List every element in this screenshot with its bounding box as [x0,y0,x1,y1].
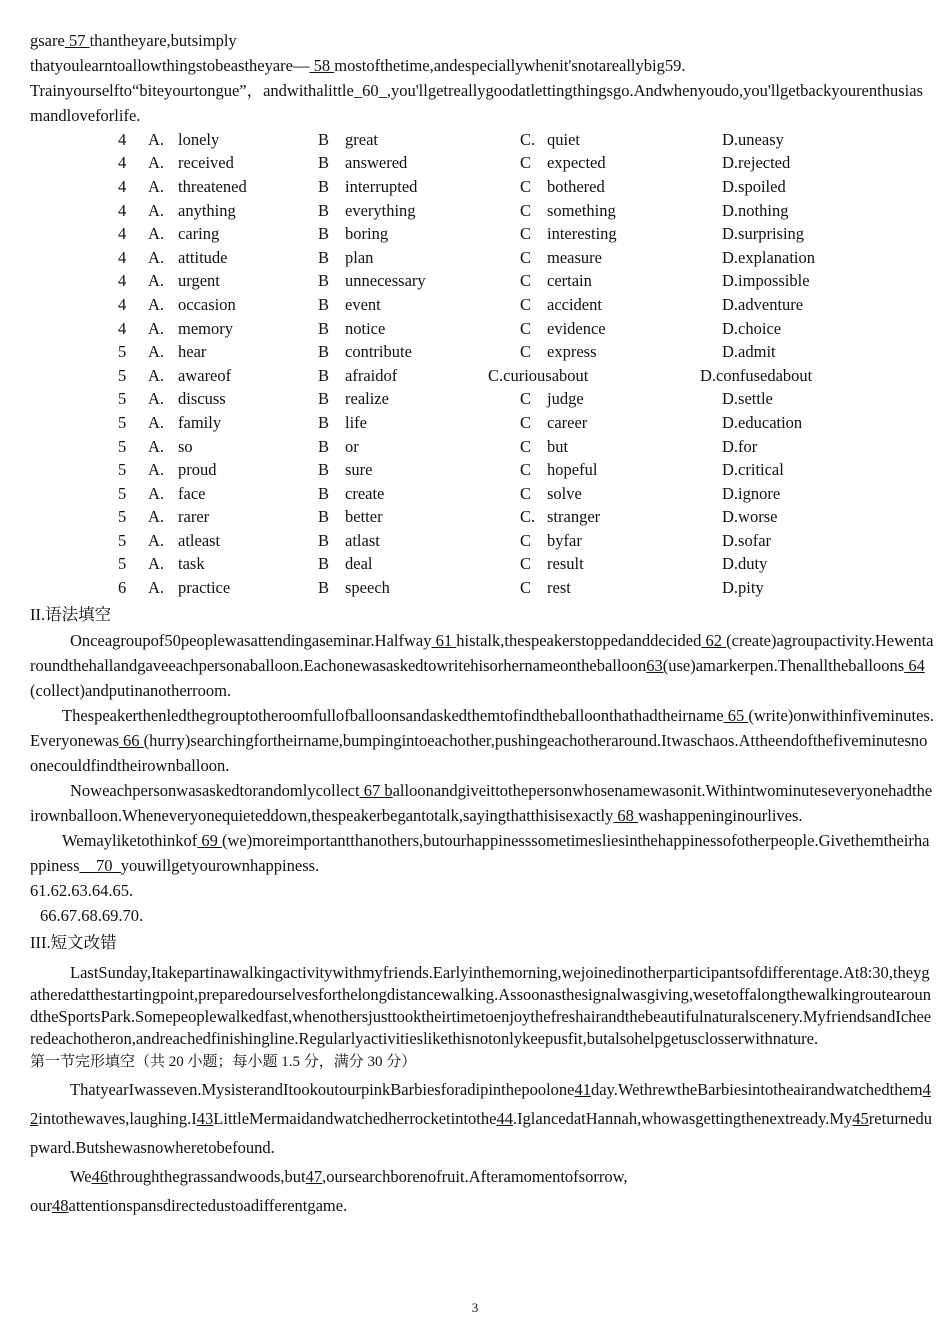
option-d-text: D.explanation [722,247,816,267]
option-a-text: threatened [178,176,247,196]
option-d-text: D.for [722,436,758,456]
option-b-text: life [345,412,367,432]
option-d-text: D.education [722,412,803,432]
option-c-letter: C [520,271,532,291]
option-a-text: attitude [178,247,228,267]
option-c-letter: C. [520,507,536,527]
option-a-text: received [178,153,234,173]
option-c-text: measure [547,247,602,267]
option-row [118,175,862,199]
option-b-letter: B [318,224,330,244]
option-b-letter: B [318,176,330,196]
option-c-letter: C [520,247,532,267]
question-number: 5 [118,483,127,503]
page-number: 3 [471,1300,479,1315]
question-number: 4 [118,294,127,314]
option-c-text: solve [547,483,582,503]
option-a-letter: A. [148,389,165,409]
option-c-text: bothered [547,176,605,196]
option-a-letter: A. [148,153,165,173]
option-b-text: plan [345,247,374,267]
option-b-text: atlast [345,530,380,550]
blank-61: 61 [431,630,457,650]
blank-65: 65 [723,705,749,725]
option-a-letter: A. [148,436,165,456]
option-b-letter: B [318,365,330,385]
option-row [118,317,862,341]
option-c-letter: C [520,224,532,244]
option-b-letter: B [318,294,330,314]
option-row [118,246,862,270]
option-row [118,152,862,176]
option-b-letter: B [318,247,330,267]
option-c-text: but [547,436,569,456]
option-c-letter: C [520,153,532,173]
blank-44: 44 [496,1108,513,1128]
option-b-letter: B [318,200,330,220]
option-b-letter: B [318,153,330,173]
option-b-text: afraidof [345,365,398,385]
option-d-text: D.settle [722,389,773,409]
option-b-text: notice [345,318,386,338]
option-a-letter: A. [148,129,165,149]
blank-42: 42 [30,1079,931,1128]
passage-line-3: Trainyourselfto“biteyourtongue”，andwithalittle_60_,you'llgetreallygoodatlettingthingsgo.Andwhenyoudo,you'llgetbackyourenthusiasmandloveforlife. [30,81,923,125]
passage-line-2: thatyoulearntoallowthingstobeastheyare— 58 mostofthetime,andespeciallywhenit'snotareallybig59. [30,56,686,75]
blank-69: 69 [197,830,222,850]
option-row [118,553,862,577]
section-heading-correction: III.短文改错 [30,932,117,952]
question-number: 4 [118,271,127,291]
option-a-text: task [178,554,205,574]
option-row [118,340,862,364]
option-c-text: result [547,554,584,574]
option-b-text: event [345,294,381,314]
option-b-text: interrupted [345,176,418,196]
option-a-letter: A. [148,365,165,385]
document-page [30,28,935,1220]
option-b-letter: B [318,342,330,362]
blank-48: 48 [52,1195,69,1215]
option-b-text: sure [345,460,373,480]
option-b-text: unnecessary [345,271,426,291]
option-a-text: discuss [178,389,226,409]
option-b-text: contribute [345,342,412,362]
option-c-text: C.curiousabout [488,365,589,385]
correction-paragraph: LastSunday,Itakepartinawalkingactivitywithmyfriends.Earlyinthemorning,wejoinedinotherparticipantsofdifferentage.At8:30,theygatheredatthestartingpoint,preparedourselvesforthelongdistancewalking.Assoonasthesignalwasgiving,wesetoffalongthewalkingroutearoundtheSportsPark.Somepeoplewalkedfast,whenothersjusttooktheirtimetoenjoythefreshairandthebeautifulnaturalscenery.MyfriendsandIcheeredeachotheron,andreachedfinishingline.Regularlyactivitieslikethisnotonlykeepusfit,butalsohelpgetusclosserwithnature. [30,962,932,1048]
option-c-letter: C [520,554,532,574]
option-a-text: urgent [178,271,220,291]
question-number: 4 [118,153,127,173]
option-row [118,388,862,412]
option-b-letter: B [318,554,330,574]
option-b-text: deal [345,554,373,574]
blank-66: 66 [118,730,144,750]
question-number: 5 [118,342,127,362]
option-c-letter: C [520,342,532,362]
option-c-text: stranger [547,507,601,527]
blank-47: 47 [305,1166,323,1186]
option-a-letter: A. [148,507,165,527]
question-number: 4 [118,318,127,338]
option-c-letter: C [520,412,532,432]
option-b-letter: B [318,271,330,291]
option-b-letter: B [318,436,330,456]
blank-58: 58 [309,56,335,75]
option-row [118,293,862,317]
option-c-text: certain [547,271,592,291]
option-c-letter: C [520,200,532,220]
option-row [118,270,862,294]
blank-70: __70_ [79,855,121,875]
grammar-paragraph-1: Onceagroupof50peoplewasattendingaseminar.Halfway 61 histalk,thespeakerstoppedanddecided 62 (create)agroupactivity.Hewentaroundthehallandgaveeachpersonaballoon.Eachonewasaskedtowritehisorhernameontheballoon63(use)amarkerpen.Thenalltheballoons 64 (collect)andputinanotherroom. [30,630,934,700]
option-c-letter: C [520,318,532,338]
option-a-text: occasion [178,294,236,314]
option-a-letter: A. [148,200,165,220]
question-number: 5 [118,530,127,550]
option-a-text: family [178,412,222,432]
option-b-letter: B [318,530,330,550]
option-d-text: D.adventure [722,294,804,314]
option-d-text: D.impossible [722,271,810,291]
option-d-text: D.choice [722,318,782,338]
option-row [118,435,862,459]
grammar-paragraph-4: Wemayliketothinkof 69 (we)moreimportantthanothers,butourhappinesssometimesliesinthehappinessofotherpeople.Givethemtheirhappiness__70_youwillgetyourownhappiness. [30,830,930,875]
option-a-letter: A. [148,294,165,314]
option-c-letter: C [520,294,532,314]
question-number: 4 [118,247,127,267]
passage-line-1: gsare 57 thantheyare,butsimply [30,31,237,50]
option-b-text: everything [345,200,416,220]
answer-line-1: 61.62.63.64.65. [30,880,134,900]
option-a-letter: A. [148,176,165,196]
option-a-text: anything [178,200,236,220]
blank-68: 68 [613,805,639,825]
cloze-paragraph-2-cont: our48attentionspansdirectedustoadifferentgame. [30,1195,348,1215]
option-c-letter: C [520,530,532,550]
option-d-text: D.admit [722,342,776,362]
option-b-text: better [345,507,383,527]
option-d-text: D.surprising [722,224,805,244]
option-a-text: atleast [178,530,221,550]
option-c-text: hopeful [547,460,598,480]
option-c-text: career [547,412,588,432]
option-row [118,222,862,246]
option-d-text: D.sofar [722,530,772,550]
option-b-letter: B [318,129,330,149]
option-a-letter: A. [148,483,165,503]
option-b-text: great [345,129,378,149]
option-a-letter: A. [148,412,165,432]
option-row [118,576,862,600]
option-d-text: D.nothing [722,200,789,220]
option-b-letter: B [318,460,330,480]
option-c-letter: C [520,176,532,196]
option-a-letter: A. [148,460,165,480]
option-c-text: rest [547,578,571,598]
question-number: 4 [118,176,127,196]
question-number: 5 [118,554,127,574]
question-number: 5 [118,365,127,385]
option-b-letter: B [318,483,330,503]
option-a-text: memory [178,318,233,338]
cloze-paragraph-2: We46throughthegrassandwoods,but47,oursearchborenofruit.Afteramomentofsorrow, [70,1166,628,1186]
grammar-paragraph-3: Noweachpersonwasaskedtorandomlycollect 67 balloonandgiveittothepersonwhosenamewasonit.Withintwominuteseveryonehadtheirownballoon.Wheneveryonequieteddown,thespeakerbegantotalk,sayingthatthisisexactly 68 washappeninginourlives. [30,780,933,825]
blank-46: 46 [91,1166,109,1186]
option-c-text: evidence [547,318,606,338]
option-b-text: realize [345,389,389,409]
option-a-letter: A. [148,271,165,291]
option-row [118,364,862,388]
blank-64: 64 [904,655,925,675]
blank-41: 41 [574,1079,591,1099]
blank-57: 57 [64,31,90,50]
question-number: 5 [118,412,127,432]
blank-67: 67 b [359,780,393,800]
option-d-text: D.pity [722,578,764,598]
option-b-text: answered [345,153,408,173]
option-row [118,199,862,223]
option-a-text: hear [178,342,207,362]
question-number: 4 [118,224,127,244]
blank-62: 62 [701,630,727,650]
option-d-text: D.uneasy [722,129,784,149]
option-c-text: judge [547,389,584,409]
grammar-paragraph-2: Thespeakerthenledthegrouptotheroomfullofballoonsandaskedthemtofindtheballoonthathadtheirname 65 (write)onwithinfiveminutes.Everyonewas 66 (hurry)searchingfortheirname,bumpingintoeachother,pushingeachotheraround.Itwaschaos.Attheendofthefiveminutesnoonecouldfindtheirownballoon. [30,705,934,775]
option-row [118,482,862,506]
option-row [118,458,862,482]
option-c-text: something [547,200,616,220]
option-c-text: express [547,342,597,362]
option-d-text: D.spoiled [722,176,786,196]
section-heading-grammar: II.语法填空 [30,604,112,624]
option-c-letter: C. [520,129,536,149]
option-a-text: caring [178,224,220,244]
option-d-text: D.critical [722,460,784,480]
option-b-text: boring [345,224,389,244]
options-table [118,128,862,600]
option-row [118,529,862,553]
option-a-letter: A. [148,554,165,574]
question-number: 5 [118,460,127,480]
option-b-text: speech [345,578,390,598]
question-number: 4 [118,200,127,220]
option-a-letter: A. [148,342,165,362]
option-d-text: D.worse [722,507,778,527]
question-number: 5 [118,507,127,527]
answer-line-2: 66.67.68.69.70. [40,905,144,925]
option-c-text: expected [547,153,606,173]
option-a-text: face [178,483,206,503]
option-a-text: awareof [178,365,232,385]
option-a-letter: A. [148,318,165,338]
option-b-letter: B [318,389,330,409]
option-row [118,128,862,152]
option-d-text: D.duty [722,554,768,574]
option-row [118,506,862,530]
option-c-letter: C [520,460,532,480]
blank-45: 45 [852,1108,869,1128]
option-a-letter: A. [148,224,165,244]
question-number: 5 [118,389,127,409]
option-b-letter: B [318,412,330,432]
section-heading-cloze: 第一节完形填空（共 20 小题；每小题 1.5 分，满分 30 分） [30,1053,417,1070]
option-row [118,411,862,435]
option-a-letter: A. [148,578,165,598]
option-b-text: create [345,483,385,503]
option-b-letter: B [318,318,330,338]
option-d-text: D.ignore [722,483,781,503]
option-a-text: so [178,436,193,456]
question-number: 4 [118,129,127,149]
option-c-text: accident [547,294,602,314]
option-c-text: interesting [547,224,617,244]
option-c-text: quiet [547,129,580,149]
option-a-text: lonely [178,129,220,149]
option-d-text: D.rejected [722,153,791,173]
option-c-letter: C [520,578,532,598]
option-c-letter: C [520,483,532,503]
option-c-letter: C [520,389,532,409]
option-d-text: D.confusedabout [700,365,813,385]
option-b-text: or [345,436,359,456]
option-b-letter: B [318,578,330,598]
blank-43: 43 [196,1108,214,1128]
option-b-letter: B [318,507,330,527]
blank-63: 63( [646,655,669,675]
option-a-text: rarer [178,507,210,527]
option-c-text: byfar [547,530,582,550]
cloze-paragraph-1: ThatyearIwasseven.MysisterandItookoutourpinkBarbiesforadipinthepoolone41day.WethrewtheBarbiesintotheairandwatchedthem42intothewaves,laughing.I43LittleMermaidandwatchedherrocketintothe44.IglancedatHannah,whowasgettingthenextready.My45returnedupward.Butshewasnowheretobefound. [30,1079,933,1157]
option-a-letter: A. [148,530,165,550]
option-a-text: proud [178,460,217,480]
question-number: 5 [118,436,127,456]
option-a-text: practice [178,578,231,598]
option-c-letter: C [520,436,532,456]
option-a-letter: A. [148,247,165,267]
question-number: 6 [118,578,127,598]
